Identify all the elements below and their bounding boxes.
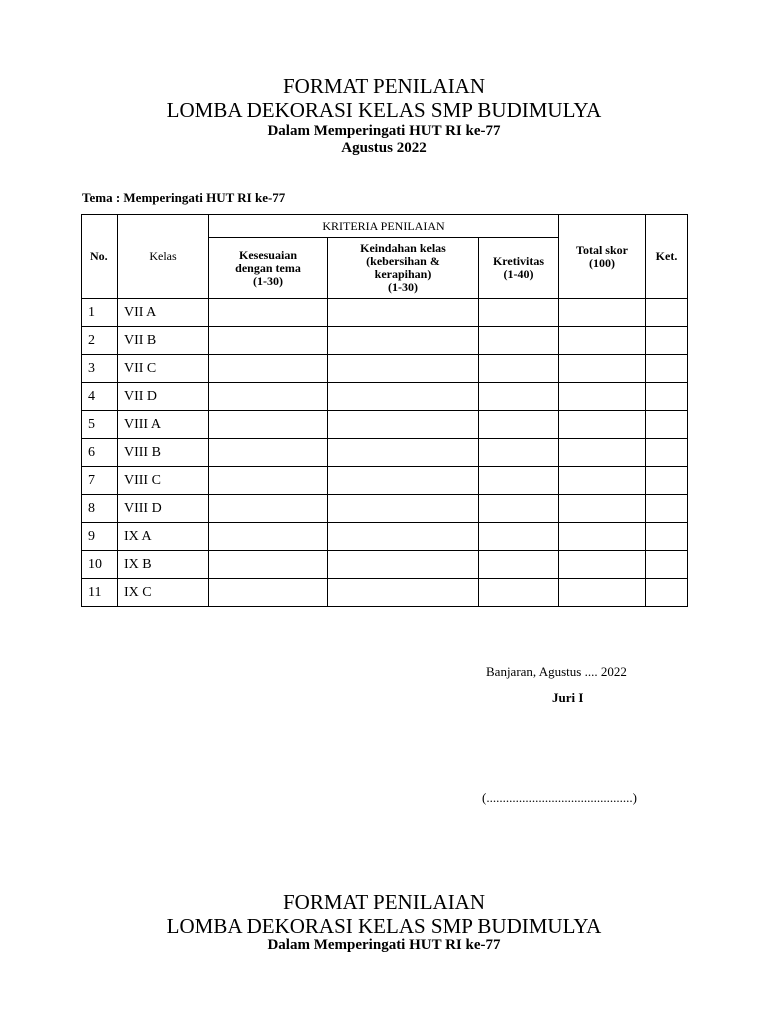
row-kelas: IX A (118, 523, 209, 551)
score-keindahan-cell[interactable] (328, 355, 479, 383)
row-number: 6 (82, 439, 118, 467)
score-keindahan-cell[interactable] (328, 383, 479, 411)
row-kelas: VII D (118, 383, 209, 411)
total-score-cell[interactable] (559, 467, 646, 495)
total-score-cell[interactable] (559, 439, 646, 467)
doc-subtitle-repeat: Dalam Memperingati HUT RI ke-77 (267, 937, 501, 953)
score-keindahan-cell[interactable] (328, 523, 479, 551)
row-number: 7 (82, 467, 118, 495)
table-row (82, 327, 688, 355)
theme-line: Tema : Memperingati HUT RI ke-77 (82, 190, 286, 205)
score-kreativitas-cell[interactable] (479, 579, 559, 607)
score-table (81, 214, 688, 607)
doc-title-school-repeat: LOMBA DEKORASI KELAS SMP BUDIMULYA (166, 914, 602, 938)
score-kreativitas-cell[interactable] (479, 495, 559, 523)
score-kreativitas-cell[interactable] (479, 411, 559, 439)
ket-cell[interactable] (646, 327, 688, 355)
ket-cell[interactable] (646, 439, 688, 467)
score-kesesuaian-cell[interactable] (209, 551, 328, 579)
header-no: No. (82, 215, 118, 299)
score-keindahan-cell[interactable] (328, 327, 479, 355)
row-number: 2 (82, 327, 118, 355)
score-kesesuaian-cell[interactable] (209, 523, 328, 551)
row-number: 8 (82, 495, 118, 523)
table-row (82, 411, 688, 439)
row-number: 5 (82, 411, 118, 439)
score-keindahan-cell[interactable] (328, 411, 479, 439)
row-kelas: IX C (118, 579, 209, 607)
ket-cell[interactable] (646, 495, 688, 523)
score-keindahan-cell[interactable] (328, 551, 479, 579)
score-kreativitas-cell[interactable] (479, 467, 559, 495)
total-score-cell[interactable] (559, 579, 646, 607)
score-kesesuaian-cell[interactable] (209, 299, 328, 327)
row-number: 3 (82, 355, 118, 383)
score-kesesuaian-cell[interactable] (209, 355, 328, 383)
total-score-cell[interactable] (559, 383, 646, 411)
row-number: 11 (82, 579, 118, 607)
row-number: 4 (82, 383, 118, 411)
row-kelas: VIII C (118, 467, 209, 495)
ket-cell[interactable] (646, 579, 688, 607)
total-score-cell[interactable] (559, 551, 646, 579)
table-row (82, 551, 688, 579)
doc-subtitle: Dalam Memperingati HUT RI ke-77 (267, 123, 501, 139)
header-crit-kreativitas: Kretivitas (1-40) (479, 238, 559, 299)
ket-cell[interactable] (646, 299, 688, 327)
score-keindahan-cell[interactable] (328, 299, 479, 327)
row-kelas: IX B (118, 551, 209, 579)
score-kesesuaian-cell[interactable] (209, 579, 328, 607)
total-score-cell[interactable] (559, 411, 646, 439)
score-kreativitas-cell[interactable] (479, 355, 559, 383)
table-row (82, 523, 688, 551)
signature-role: Juri I (552, 690, 584, 705)
doc-subtitle-date: Agustus 2022 (341, 140, 427, 156)
row-number: 1 (82, 299, 118, 327)
ket-cell[interactable] (646, 383, 688, 411)
header-crit-kesesuaian: Kesesuaian dengan tema (1-30) (209, 238, 328, 299)
score-kreativitas-cell[interactable] (479, 439, 559, 467)
score-kesesuaian-cell[interactable] (209, 383, 328, 411)
doc-title-repeat: FORMAT PENILAIAN (282, 890, 486, 914)
score-keindahan-cell[interactable] (328, 579, 479, 607)
score-kreativitas-cell[interactable] (479, 383, 559, 411)
row-number: 9 (82, 523, 118, 551)
total-score-cell[interactable] (559, 327, 646, 355)
header-kelas: Kelas (118, 215, 209, 299)
row-kelas: VIII D (118, 495, 209, 523)
table-row (82, 299, 688, 327)
score-kesesuaian-cell[interactable] (209, 411, 328, 439)
row-number: 10 (82, 551, 118, 579)
table-row (82, 579, 688, 607)
score-kreativitas-cell[interactable] (479, 551, 559, 579)
table-row (82, 495, 688, 523)
ket-cell[interactable] (646, 523, 688, 551)
table-row (82, 355, 688, 383)
header-criteria-group: KRITERIA PENILAIAN (209, 215, 559, 238)
signature-place-date: Banjaran, Agustus .... 2022 (486, 664, 627, 679)
header-total: Total skor (100) (559, 215, 646, 299)
table-row (82, 383, 688, 411)
table-row (82, 439, 688, 467)
score-keindahan-cell[interactable] (328, 495, 479, 523)
score-kreativitas-cell[interactable] (479, 327, 559, 355)
row-kelas: VIII B (118, 439, 209, 467)
signature-name-line: (.............................................) (482, 790, 637, 805)
score-kesesuaian-cell[interactable] (209, 495, 328, 523)
score-kreativitas-cell[interactable] (479, 523, 559, 551)
score-kreativitas-cell[interactable] (479, 299, 559, 327)
ket-cell[interactable] (646, 467, 688, 495)
table-row (82, 467, 688, 495)
ket-cell[interactable] (646, 411, 688, 439)
score-keindahan-cell[interactable] (328, 467, 479, 495)
total-score-cell[interactable] (559, 523, 646, 551)
header-crit-keindahan: Keindahan kelas (kebersihan & kerapihan) (1-30) (328, 238, 479, 299)
header-ket: Ket. (646, 215, 688, 299)
score-keindahan-cell[interactable] (328, 439, 479, 467)
row-kelas: VIII A (118, 411, 209, 439)
ket-cell[interactable] (646, 551, 688, 579)
doc-title: FORMAT PENILAIAN (282, 74, 486, 98)
doc-title-school: LOMBA DEKORASI KELAS SMP BUDIMULYA (166, 98, 602, 122)
total-score-cell[interactable] (559, 299, 646, 327)
total-score-cell[interactable] (559, 495, 646, 523)
row-kelas: VII B (118, 327, 209, 355)
total-score-cell[interactable] (559, 355, 646, 383)
score-kesesuaian-cell[interactable] (209, 467, 328, 495)
ket-cell[interactable] (646, 355, 688, 383)
score-kesesuaian-cell[interactable] (209, 327, 328, 355)
row-kelas: VII A (118, 299, 209, 327)
score-kesesuaian-cell[interactable] (209, 439, 328, 467)
row-kelas: VII C (118, 355, 209, 383)
